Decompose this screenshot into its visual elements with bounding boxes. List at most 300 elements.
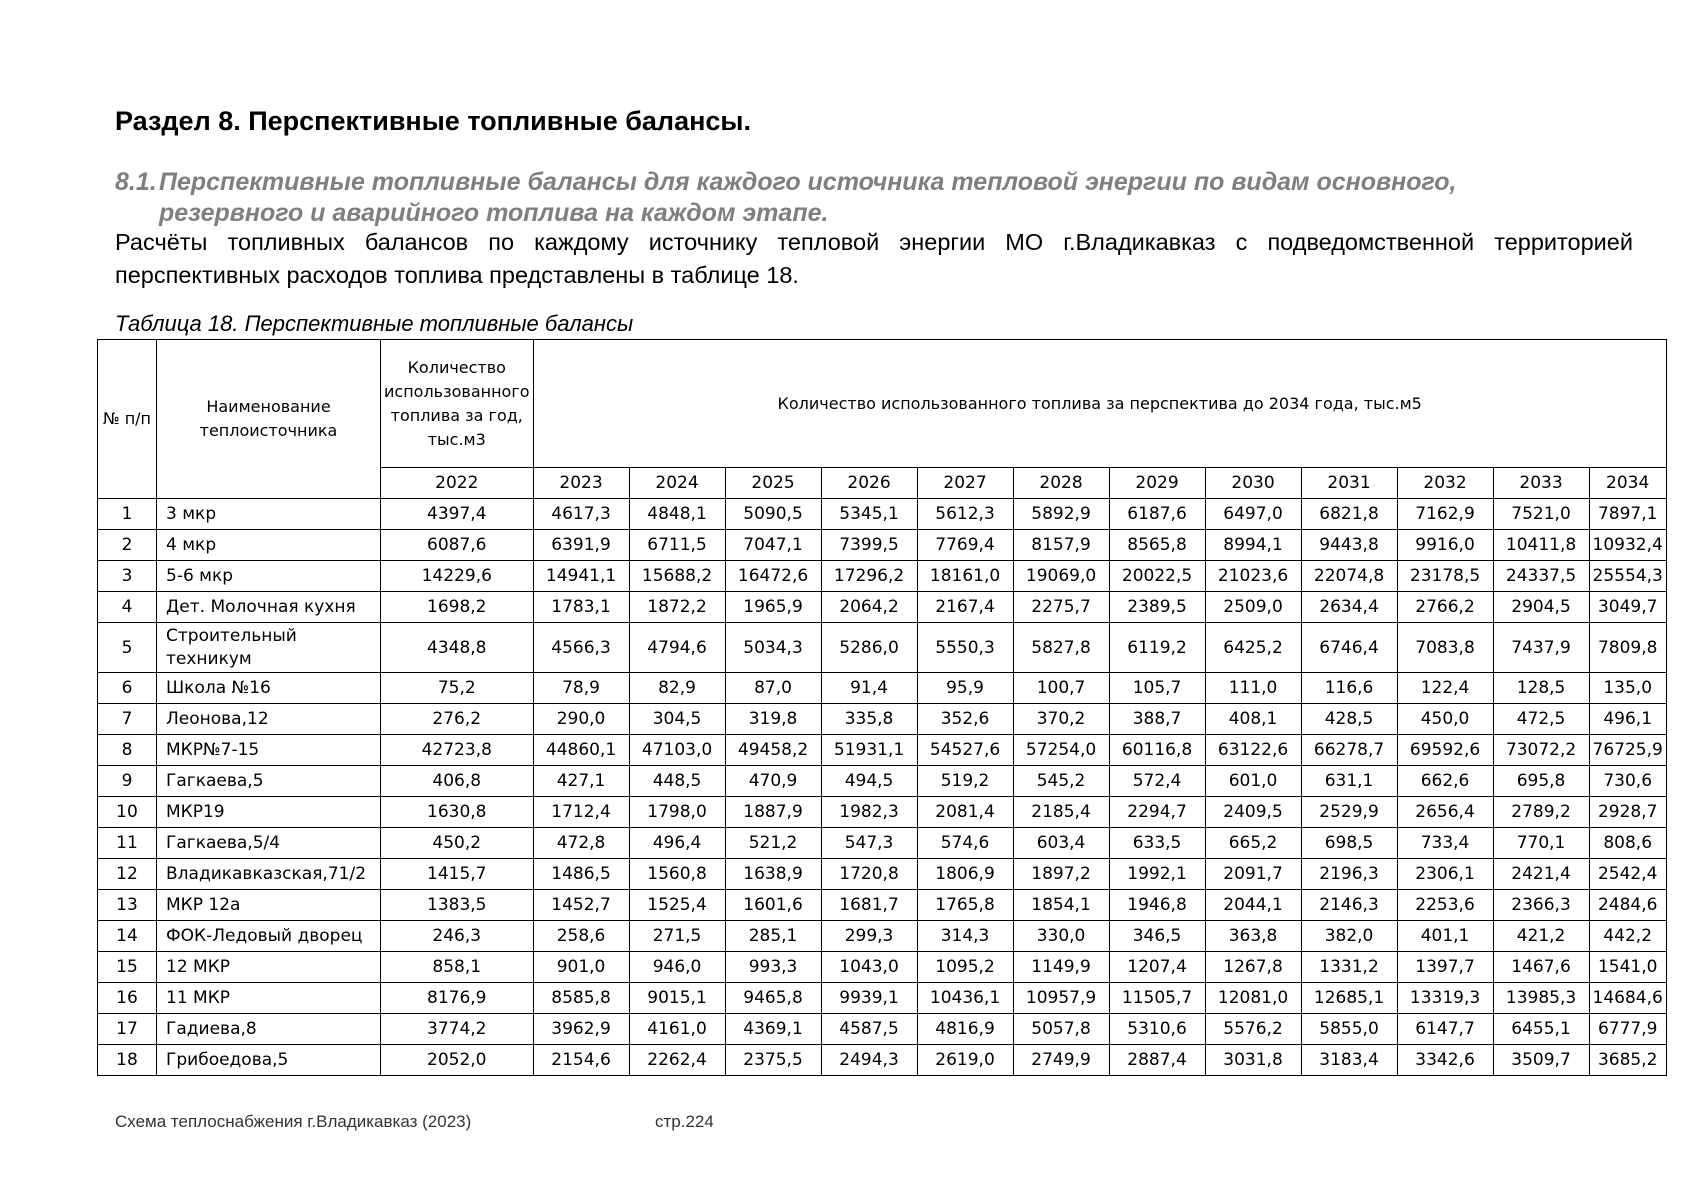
fuel-value-cell: 14684,6	[1589, 983, 1666, 1014]
fuel-value-cell: 22074,8	[1301, 561, 1397, 592]
fuel-value-cell: 54527,6	[917, 735, 1013, 766]
fuel-value-cell: 1207,4	[1109, 952, 1205, 983]
fuel-value-cell: 1541,0	[1589, 952, 1666, 983]
table-row	[98, 828, 1667, 859]
table-body	[98, 499, 1667, 1076]
fuel-value-cell: 2542,4	[1589, 859, 1666, 890]
fuel-value-cell: 285,1	[725, 921, 821, 952]
fuel-value-cell: 19069,0	[1013, 561, 1109, 592]
fuel-value-cell: 1798,0	[629, 797, 725, 828]
fuel-value-cell: 1946,8	[1109, 890, 1205, 921]
table-row	[98, 1014, 1667, 1045]
fuel-value-cell: 14229,6	[381, 561, 534, 592]
fuel-value-cell: 2366,3	[1493, 890, 1589, 921]
fuel-value-cell: 76725,9	[1589, 735, 1666, 766]
source-name-cell: МКР19	[157, 797, 381, 828]
fuel-value-cell: 1681,7	[821, 890, 917, 921]
fuel-value-cell: 5576,2	[1205, 1014, 1301, 1045]
fuel-value-cell: 1415,7	[381, 859, 534, 890]
fuel-value-cell: 3183,4	[1301, 1045, 1397, 1076]
fuel-value-cell: 2887,4	[1109, 1045, 1205, 1076]
fuel-value-cell: 9916,0	[1397, 530, 1493, 561]
fuel-value-cell: 5612,3	[917, 499, 1013, 530]
fuel-value-cell: 6711,5	[629, 530, 725, 561]
source-name-cell: ФОК-Ледовый дворец	[157, 921, 381, 952]
source-name-cell: Гагкаева,5/4	[157, 828, 381, 859]
fuel-value-cell: 442,2	[1589, 921, 1666, 952]
year-header-cell: 2026	[821, 468, 917, 499]
source-name-cell: Строительный техникум	[157, 623, 381, 673]
fuel-value-cell: 24337,5	[1493, 561, 1589, 592]
fuel-value-cell: 472,5	[1493, 704, 1589, 735]
fuel-value-cell: 2789,2	[1493, 797, 1589, 828]
fuel-value-cell: 547,3	[821, 828, 917, 859]
fuel-value-cell: 5057,8	[1013, 1014, 1109, 1045]
fuel-value-cell: 63122,6	[1205, 735, 1301, 766]
fuel-value-cell: 363,8	[1205, 921, 1301, 952]
fuel-value-cell: 1698,2	[381, 592, 534, 623]
table-row	[98, 797, 1667, 828]
fuel-value-cell: 4397,4	[381, 499, 534, 530]
fuel-value-cell: 7047,1	[725, 530, 821, 561]
fuel-value-cell: 2253,6	[1397, 890, 1493, 921]
table-row	[98, 952, 1667, 983]
fuel-value-cell: 1887,9	[725, 797, 821, 828]
fuel-value-cell: 8585,8	[533, 983, 629, 1014]
table-row	[98, 766, 1667, 797]
fuel-value-cell: 2749,9	[1013, 1045, 1109, 1076]
table-row	[98, 623, 1667, 673]
fuel-value-cell: 3774,2	[381, 1014, 534, 1045]
header-source-name: Наименование теплоисточника	[157, 340, 381, 499]
fuel-value-cell: 6119,2	[1109, 623, 1205, 673]
fuel-value-cell: 116,6	[1301, 673, 1397, 704]
fuel-value-cell: 3962,9	[533, 1014, 629, 1045]
fuel-value-cell: 519,2	[917, 766, 1013, 797]
year-header-cell: 2031	[1301, 468, 1397, 499]
fuel-value-cell: 603,4	[1013, 828, 1109, 859]
fuel-value-cell: 1525,4	[629, 890, 725, 921]
fuel-value-cell: 8565,8	[1109, 530, 1205, 561]
fuel-value-cell: 2409,5	[1205, 797, 1301, 828]
fuel-value-cell: 1854,1	[1013, 890, 1109, 921]
fuel-value-cell: 57254,0	[1013, 735, 1109, 766]
fuel-value-cell: 91,4	[821, 673, 917, 704]
table-row	[98, 890, 1667, 921]
fuel-value-cell: 49458,2	[725, 735, 821, 766]
fuel-value-cell: 2904,5	[1493, 592, 1589, 623]
fuel-value-cell: 2185,4	[1013, 797, 1109, 828]
fuel-value-cell: 770,1	[1493, 828, 1589, 859]
fuel-value-cell: 12685,1	[1301, 983, 1397, 1014]
fuel-value-cell: 6821,8	[1301, 499, 1397, 530]
row-number-cell: 7	[98, 704, 157, 735]
table-row	[98, 673, 1667, 704]
fuel-value-cell: 1467,6	[1493, 952, 1589, 983]
fuel-value-cell: 290,0	[533, 704, 629, 735]
fuel-value-cell: 87,0	[725, 673, 821, 704]
fuel-value-cell: 10411,8	[1493, 530, 1589, 561]
fuel-value-cell: 105,7	[1109, 673, 1205, 704]
fuel-value-cell: 2494,3	[821, 1045, 917, 1076]
year-header-cell: 2028	[1013, 468, 1109, 499]
fuel-value-cell: 135,0	[1589, 673, 1666, 704]
fuel-value-cell: 6147,7	[1397, 1014, 1493, 1045]
fuel-value-cell: 17296,2	[821, 561, 917, 592]
fuel-value-cell: 496,1	[1589, 704, 1666, 735]
fuel-value-cell: 427,1	[533, 766, 629, 797]
fuel-value-cell: 4617,3	[533, 499, 629, 530]
fuel-value-cell: 521,2	[725, 828, 821, 859]
fuel-value-cell: 330,0	[1013, 921, 1109, 952]
fuel-value-cell: 1982,3	[821, 797, 917, 828]
fuel-value-cell: 631,1	[1301, 766, 1397, 797]
source-name-cell: 11 МКР	[157, 983, 381, 1014]
fuel-value-cell: 4816,9	[917, 1014, 1013, 1045]
fuel-value-cell: 2634,4	[1301, 592, 1397, 623]
fuel-value-cell: 382,0	[1301, 921, 1397, 952]
fuel-value-cell: 5855,0	[1301, 1014, 1397, 1045]
row-number-cell: 11	[98, 828, 157, 859]
fuel-value-cell: 319,8	[725, 704, 821, 735]
fuel-value-cell: 3049,7	[1589, 592, 1666, 623]
fuel-value-cell: 7769,4	[917, 530, 1013, 561]
row-number-cell: 12	[98, 859, 157, 890]
year-header-cell: 2034	[1589, 468, 1666, 499]
fuel-value-cell: 808,6	[1589, 828, 1666, 859]
fuel-value-cell: 2275,7	[1013, 592, 1109, 623]
fuel-value-cell: 4587,5	[821, 1014, 917, 1045]
fuel-value-cell: 2421,4	[1493, 859, 1589, 890]
fuel-value-cell: 472,8	[533, 828, 629, 859]
fuel-value-cell: 5286,0	[821, 623, 917, 673]
fuel-value-cell: 2389,5	[1109, 592, 1205, 623]
fuel-value-cell: 246,3	[381, 921, 534, 952]
fuel-value-cell: 370,2	[1013, 704, 1109, 735]
fuel-value-cell: 7521,0	[1493, 499, 1589, 530]
fuel-value-cell: 51931,1	[821, 735, 917, 766]
fuel-value-cell: 3509,7	[1493, 1045, 1589, 1076]
fuel-value-cell: 75,2	[381, 673, 534, 704]
fuel-value-cell: 12081,0	[1205, 983, 1301, 1014]
fuel-value-cell: 66278,7	[1301, 735, 1397, 766]
fuel-value-cell: 2167,4	[917, 592, 1013, 623]
fuel-value-cell: 695,8	[1493, 766, 1589, 797]
fuel-value-cell: 448,5	[629, 766, 725, 797]
fuel-value-cell: 6187,6	[1109, 499, 1205, 530]
fuel-value-cell: 421,2	[1493, 921, 1589, 952]
fuel-balance-table	[97, 339, 1667, 1076]
table-row	[98, 983, 1667, 1014]
fuel-value-cell: 7162,9	[1397, 499, 1493, 530]
year-header-cell: 2022	[381, 468, 534, 499]
row-number-cell: 4	[98, 592, 157, 623]
fuel-value-cell: 450,0	[1397, 704, 1493, 735]
fuel-value-cell: 1601,6	[725, 890, 821, 921]
year-header-cell: 2027	[917, 468, 1013, 499]
fuel-value-cell: 733,4	[1397, 828, 1493, 859]
fuel-value-cell: 1897,2	[1013, 859, 1109, 890]
footer-page-number: стр.224	[655, 1112, 714, 1131]
fuel-value-cell: 1397,7	[1397, 952, 1493, 983]
year-header-cell: 2023	[533, 468, 629, 499]
row-number-cell: 14	[98, 921, 157, 952]
fuel-value-cell: 2766,2	[1397, 592, 1493, 623]
fuel-value-cell: 1630,8	[381, 797, 534, 828]
fuel-value-cell: 5034,3	[725, 623, 821, 673]
fuel-value-cell: 388,7	[1109, 704, 1205, 735]
source-name-cell: Владикавказская,71/2	[157, 859, 381, 890]
fuel-value-cell: 18161,0	[917, 561, 1013, 592]
table-row	[98, 561, 1667, 592]
fuel-value-cell: 6497,0	[1205, 499, 1301, 530]
fuel-value-cell: 8994,1	[1205, 530, 1301, 561]
section-title: Раздел 8. Перспективные топливные балансы.	[115, 106, 751, 136]
fuel-value-cell: 5310,6	[1109, 1014, 1205, 1045]
fuel-value-cell: 304,5	[629, 704, 725, 735]
fuel-value-cell: 6777,9	[1589, 1014, 1666, 1045]
fuel-value-cell: 14941,1	[533, 561, 629, 592]
row-number-cell: 16	[98, 983, 157, 1014]
fuel-value-cell: 1149,9	[1013, 952, 1109, 983]
row-number-cell: 15	[98, 952, 157, 983]
fuel-value-cell: 10436,1	[917, 983, 1013, 1014]
table-row	[98, 735, 1667, 766]
fuel-value-cell: 1267,8	[1205, 952, 1301, 983]
fuel-value-cell: 858,1	[381, 952, 534, 983]
fuel-value-cell: 13985,3	[1493, 983, 1589, 1014]
table-row	[98, 530, 1667, 561]
fuel-value-cell: 1992,1	[1109, 859, 1205, 890]
fuel-value-cell: 4369,1	[725, 1014, 821, 1045]
fuel-value-cell: 69592,6	[1397, 735, 1493, 766]
source-name-cell: 4 мкр	[157, 530, 381, 561]
fuel-value-cell: 1383,5	[381, 890, 534, 921]
fuel-value-cell: 16472,6	[725, 561, 821, 592]
fuel-value-cell: 42723,8	[381, 735, 534, 766]
fuel-value-cell: 901,0	[533, 952, 629, 983]
fuel-value-cell: 2064,2	[821, 592, 917, 623]
source-name-cell: 12 МКР	[157, 952, 381, 983]
fuel-value-cell: 11505,7	[1109, 983, 1205, 1014]
fuel-value-cell: 7437,9	[1493, 623, 1589, 673]
source-name-cell: Грибоедова,5	[157, 1045, 381, 1076]
row-number-cell: 3	[98, 561, 157, 592]
fuel-value-cell: 2294,7	[1109, 797, 1205, 828]
fuel-value-cell: 122,4	[1397, 673, 1493, 704]
source-name-cell: Школа №16	[157, 673, 381, 704]
fuel-value-cell: 401,1	[1397, 921, 1493, 952]
fuel-value-cell: 2484,6	[1589, 890, 1666, 921]
fuel-value-cell: 1486,5	[533, 859, 629, 890]
fuel-value-cell: 9465,8	[725, 983, 821, 1014]
fuel-value-cell: 47103,0	[629, 735, 725, 766]
fuel-value-cell: 314,3	[917, 921, 1013, 952]
fuel-value-cell: 1095,2	[917, 952, 1013, 983]
source-name-cell: Дет. Молочная кухня	[157, 592, 381, 623]
fuel-value-cell: 665,2	[1205, 828, 1301, 859]
subsection-heading	[115, 167, 1635, 229]
fuel-value-cell: 2262,4	[629, 1045, 725, 1076]
fuel-value-cell: 1560,8	[629, 859, 725, 890]
fuel-value-cell: 6455,1	[1493, 1014, 1589, 1045]
fuel-value-cell: 20022,5	[1109, 561, 1205, 592]
row-number-cell: 5	[98, 623, 157, 673]
year-header-cell: 2024	[629, 468, 725, 499]
fuel-value-cell: 100,7	[1013, 673, 1109, 704]
fuel-value-cell: 6087,6	[381, 530, 534, 561]
source-name-cell: Гадиева,8	[157, 1014, 381, 1045]
fuel-value-cell: 95,9	[917, 673, 1013, 704]
fuel-value-cell: 299,3	[821, 921, 917, 952]
fuel-value-cell: 3685,2	[1589, 1045, 1666, 1076]
fuel-value-cell: 9443,8	[1301, 530, 1397, 561]
fuel-value-cell: 8157,9	[1013, 530, 1109, 561]
fuel-value-cell: 2656,4	[1397, 797, 1493, 828]
fuel-value-cell: 2146,3	[1301, 890, 1397, 921]
subsection-title-line1: Перспективные топливные балансы для каждого источника тепловой энергии по видам основного,	[159, 168, 1457, 196]
fuel-value-cell: 4848,1	[629, 499, 725, 530]
fuel-value-cell: 993,3	[725, 952, 821, 983]
fuel-value-cell: 1712,4	[533, 797, 629, 828]
fuel-value-cell: 450,2	[381, 828, 534, 859]
fuel-value-cell: 698,5	[1301, 828, 1397, 859]
year-header-cell: 2033	[1493, 468, 1589, 499]
fuel-value-cell: 258,6	[533, 921, 629, 952]
fuel-value-cell: 60116,8	[1109, 735, 1205, 766]
fuel-value-cell: 7399,5	[821, 530, 917, 561]
fuel-value-cell: 7897,1	[1589, 499, 1666, 530]
row-number-cell: 2	[98, 530, 157, 561]
fuel-value-cell: 406,8	[381, 766, 534, 797]
fuel-value-cell: 346,5	[1109, 921, 1205, 952]
fuel-value-cell: 44860,1	[533, 735, 629, 766]
fuel-value-cell: 13319,3	[1397, 983, 1493, 1014]
fuel-value-cell: 601,0	[1205, 766, 1301, 797]
fuel-value-cell: 10932,4	[1589, 530, 1666, 561]
fuel-value-cell: 2529,9	[1301, 797, 1397, 828]
fuel-value-cell: 5550,3	[917, 623, 1013, 673]
row-number-cell: 10	[98, 797, 157, 828]
fuel-value-cell: 2619,0	[917, 1045, 1013, 1076]
fuel-value-cell: 496,4	[629, 828, 725, 859]
fuel-value-cell: 1806,9	[917, 859, 1013, 890]
fuel-value-cell: 15688,2	[629, 561, 725, 592]
fuel-value-cell: 7083,8	[1397, 623, 1493, 673]
fuel-value-cell: 23178,5	[1397, 561, 1493, 592]
fuel-value-cell: 4161,0	[629, 1014, 725, 1045]
fuel-value-cell: 25554,3	[1589, 561, 1666, 592]
fuel-value-cell: 1872,2	[629, 592, 725, 623]
fuel-value-cell: 4566,3	[533, 623, 629, 673]
fuel-value-cell: 574,6	[917, 828, 1013, 859]
fuel-value-cell: 21023,6	[1205, 561, 1301, 592]
row-number-cell: 9	[98, 766, 157, 797]
source-name-cell: МКР 12а	[157, 890, 381, 921]
row-number-cell: 1	[98, 499, 157, 530]
fuel-value-cell: 5090,5	[725, 499, 821, 530]
fuel-value-cell: 9015,1	[629, 983, 725, 1014]
fuel-value-cell: 3342,6	[1397, 1045, 1493, 1076]
row-number-cell: 17	[98, 1014, 157, 1045]
fuel-value-cell: 6746,4	[1301, 623, 1397, 673]
subsection-number: 8.1.	[115, 168, 157, 196]
table-row	[98, 1045, 1667, 1076]
fuel-value-cell: 128,5	[1493, 673, 1589, 704]
fuel-value-cell: 1720,8	[821, 859, 917, 890]
table-caption: Таблица 18. Перспективные топливные балансы	[115, 311, 634, 336]
fuel-value-cell: 633,5	[1109, 828, 1205, 859]
fuel-value-cell: 10957,9	[1013, 983, 1109, 1014]
fuel-value-cell: 2091,7	[1205, 859, 1301, 890]
fuel-value-cell: 1452,7	[533, 890, 629, 921]
fuel-value-cell: 111,0	[1205, 673, 1301, 704]
fuel-value-cell: 5345,1	[821, 499, 917, 530]
fuel-value-cell: 8176,9	[381, 983, 534, 1014]
fuel-value-cell: 2928,7	[1589, 797, 1666, 828]
fuel-value-cell: 4794,6	[629, 623, 725, 673]
row-number-cell: 6	[98, 673, 157, 704]
fuel-value-cell: 572,4	[1109, 766, 1205, 797]
fuel-value-cell: 3031,8	[1205, 1045, 1301, 1076]
fuel-value-cell: 470,9	[725, 766, 821, 797]
row-number-cell: 13	[98, 890, 157, 921]
fuel-value-cell: 2509,0	[1205, 592, 1301, 623]
fuel-value-cell: 545,2	[1013, 766, 1109, 797]
header-number: № п/п	[98, 340, 157, 499]
fuel-value-cell: 1765,8	[917, 890, 1013, 921]
fuel-value-cell: 5827,8	[1013, 623, 1109, 673]
fuel-value-cell: 1783,1	[533, 592, 629, 623]
fuel-value-cell: 2052,0	[381, 1045, 534, 1076]
fuel-value-cell: 82,9	[629, 673, 725, 704]
table-row	[98, 592, 1667, 623]
fuel-value-cell: 2306,1	[1397, 859, 1493, 890]
fuel-value-cell: 1638,9	[725, 859, 821, 890]
fuel-value-cell: 1043,0	[821, 952, 917, 983]
fuel-value-cell: 271,5	[629, 921, 725, 952]
source-name-cell: МКР№7-15	[157, 735, 381, 766]
year-header-cell: 2029	[1109, 468, 1205, 499]
fuel-value-cell: 2154,6	[533, 1045, 629, 1076]
header-current-fuel: Количество использованного топлива за год, тыс.м3	[381, 340, 534, 468]
fuel-value-cell: 2196,3	[1301, 859, 1397, 890]
fuel-value-cell: 352,6	[917, 704, 1013, 735]
fuel-value-cell: 7809,8	[1589, 623, 1666, 673]
fuel-value-cell: 2044,1	[1205, 890, 1301, 921]
fuel-value-cell: 276,2	[381, 704, 534, 735]
subsection-title-line2: резервного и аварийного топлива на каждом этапе.	[159, 199, 829, 227]
table-row	[98, 859, 1667, 890]
year-header-cell: 2025	[725, 468, 821, 499]
intro-paragraph: Расчёты топливных балансов по каждому источнику тепловой энергии МО г.Владикавказ с подведомственной территорией перспективных расходов топлива представлены в таблице 18.	[115, 229, 1633, 288]
fuel-value-cell: 2375,5	[725, 1045, 821, 1076]
fuel-value-cell: 78,9	[533, 673, 629, 704]
table-row	[98, 499, 1667, 530]
year-header-cell: 2032	[1397, 468, 1493, 499]
fuel-value-cell: 428,5	[1301, 704, 1397, 735]
fuel-value-cell: 73072,2	[1493, 735, 1589, 766]
fuel-value-cell: 9939,1	[821, 983, 917, 1014]
fuel-value-cell: 6425,2	[1205, 623, 1301, 673]
fuel-value-cell: 1331,2	[1301, 952, 1397, 983]
footer-document-title: Схема теплоснабжения г.Владикавказ (2023)	[115, 1112, 472, 1131]
table-row	[98, 704, 1667, 735]
fuel-value-cell: 4348,8	[381, 623, 534, 673]
fuel-value-cell: 408,1	[1205, 704, 1301, 735]
source-name-cell: 5-6 мкр	[157, 561, 381, 592]
fuel-value-cell: 1965,9	[725, 592, 821, 623]
